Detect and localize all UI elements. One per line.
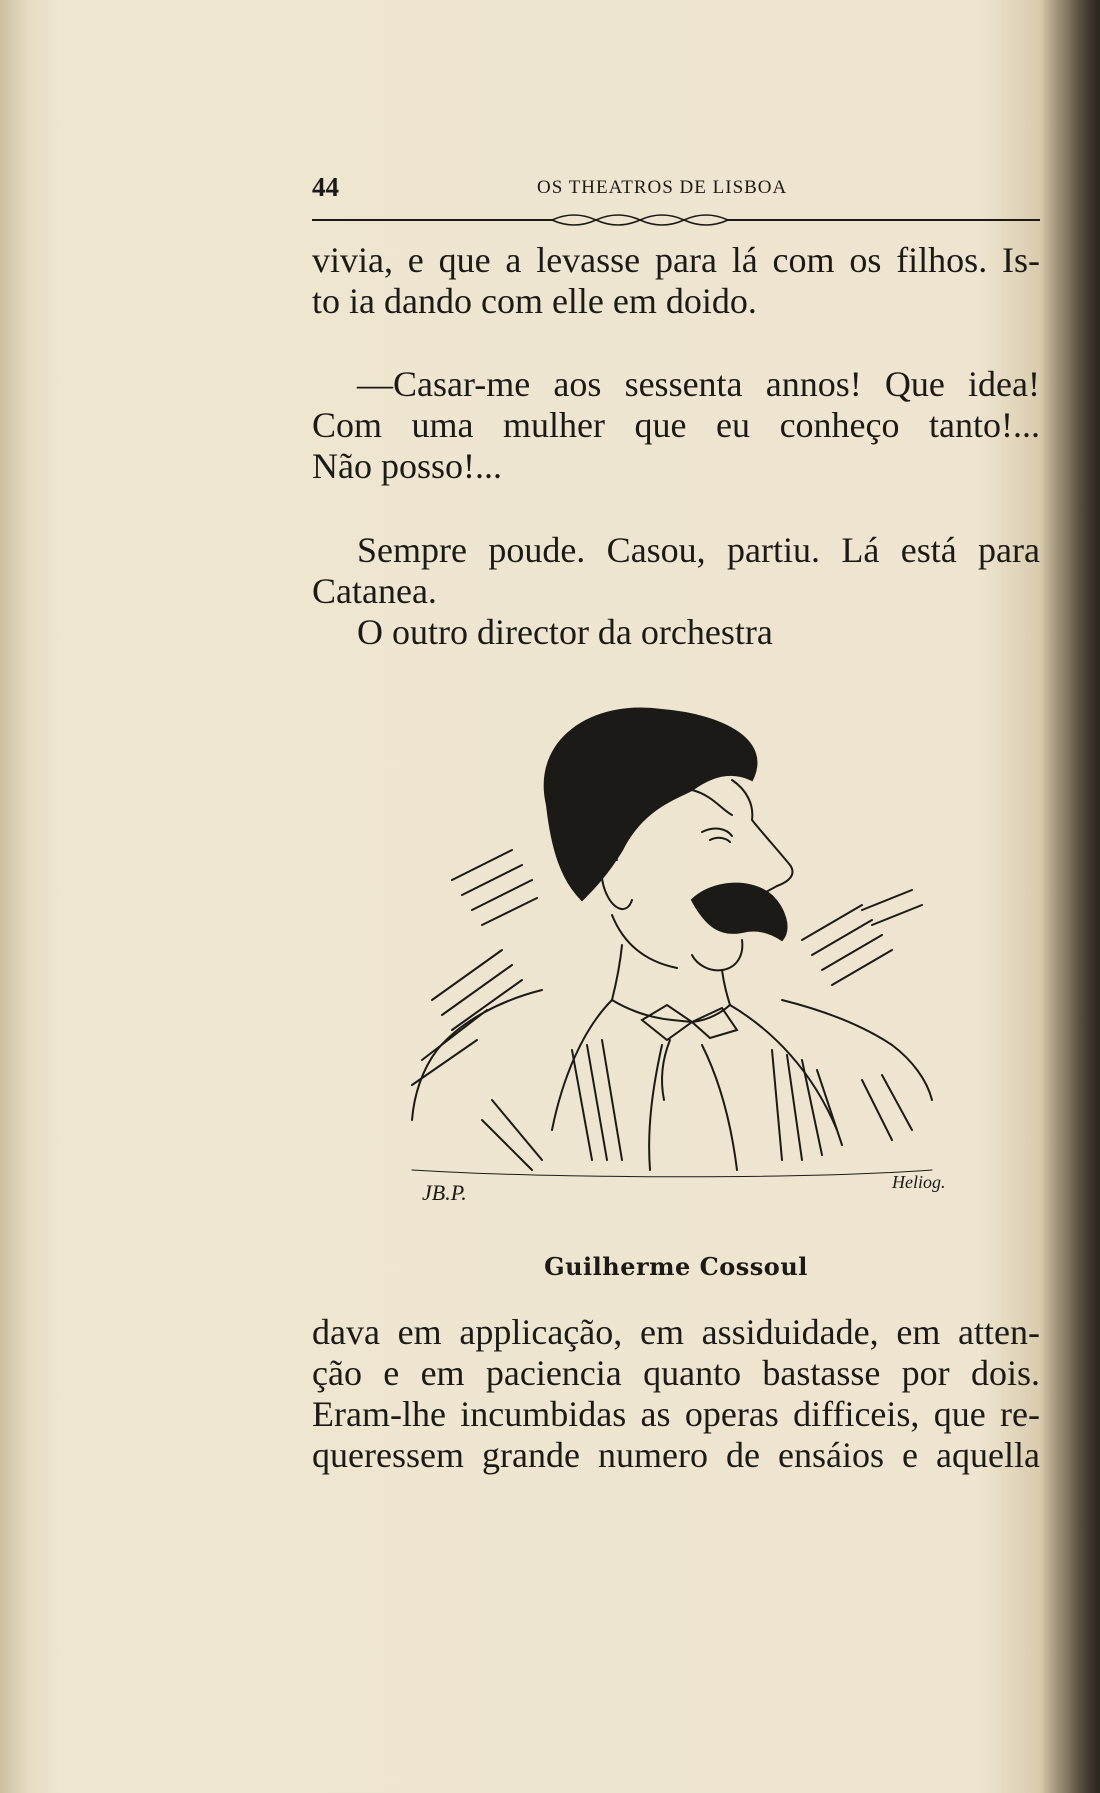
- portrait-engraving: [392, 700, 972, 1220]
- text-line: ção e em paciencia quanto bastasse por dois.: [312, 1353, 1040, 1393]
- engraving-signature-right: Heliog.: [892, 1172, 946, 1192]
- page-header: [312, 172, 1040, 208]
- text-line: Eram-lhe incumbidas as operas difficeis, que re-: [312, 1394, 1040, 1434]
- page-gutter-shadow: [1040, 0, 1100, 1793]
- portrait-caption: Guilherme Cossoul: [544, 1252, 808, 1281]
- paragraph-1: [312, 240, 1040, 322]
- text-line: Com uma mulher que eu conheço tanto!...: [312, 405, 1040, 445]
- text-line: —Casar-me aos sessenta annos! Que idea!: [357, 364, 1040, 404]
- text-line: queressem grande numero de ensáios e aquella: [312, 1435, 1040, 1475]
- paragraph-4: [312, 612, 1040, 653]
- text-line: Sempre poude. Casou, partiu. Lá está para: [357, 530, 1040, 570]
- paragraph-3: [312, 530, 1040, 612]
- paragraph-2: [312, 364, 1040, 487]
- running-title: OS THEATROS DE LISBOA: [537, 177, 788, 198]
- text-line: O outro director da orchestra: [357, 612, 773, 652]
- text-line: dava em applicação, em assiduidade, em atten-: [312, 1312, 1040, 1352]
- text-line: Não posso!...: [312, 446, 502, 486]
- paragraph-5: [312, 1312, 1040, 1476]
- text-line: to ia dando com elle em doido.: [312, 281, 757, 321]
- text-line: Catanea.: [312, 571, 437, 611]
- text-line: vivia, e que a levasse para lá com os filhos. Is-: [312, 240, 1040, 280]
- page-number: 44: [312, 172, 339, 202]
- engraving-signature-left: JB.P.: [422, 1180, 467, 1205]
- header-rule-ornament: [312, 212, 1040, 228]
